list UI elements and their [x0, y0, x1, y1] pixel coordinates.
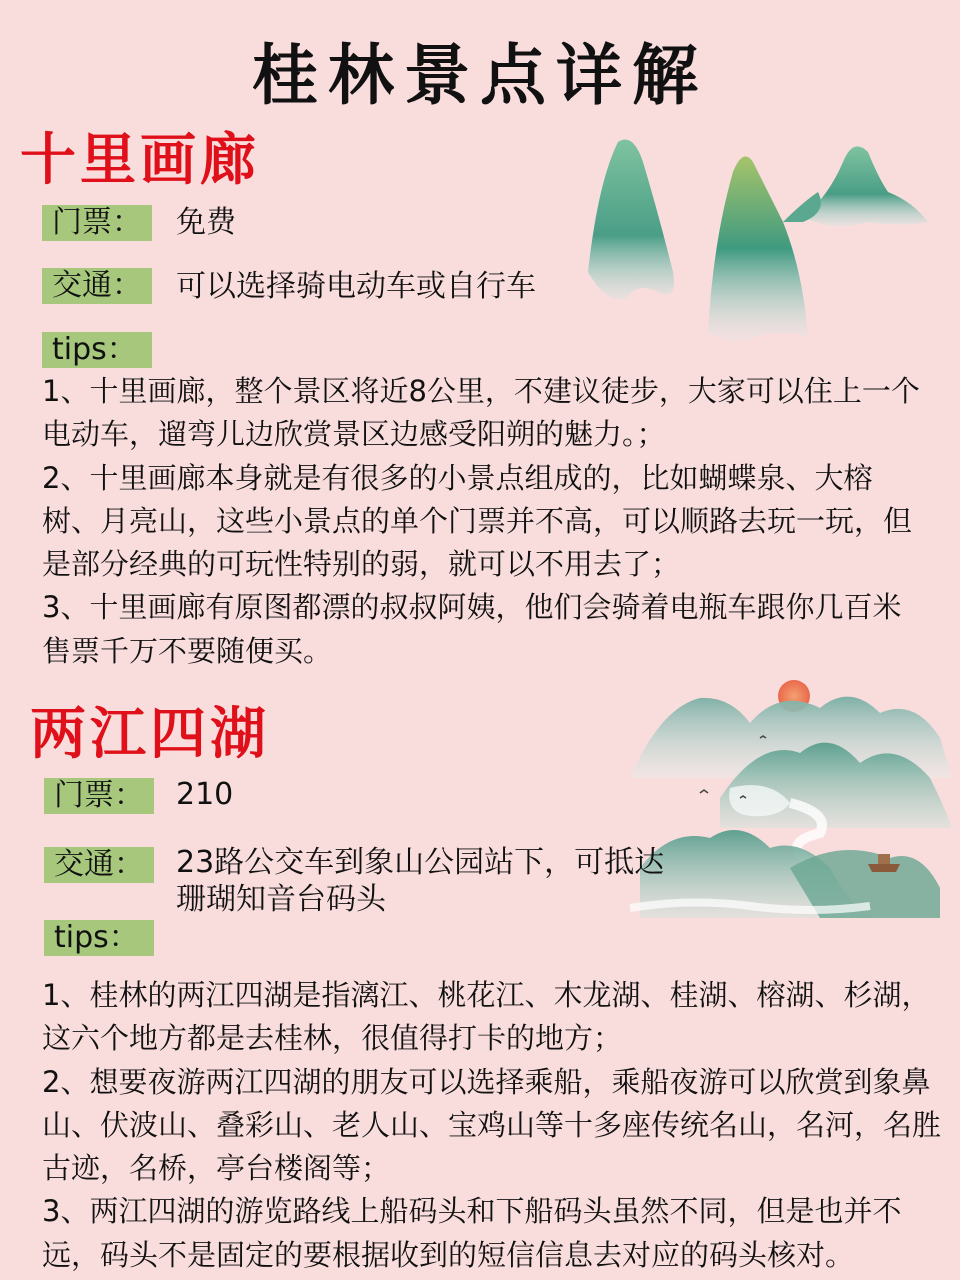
ticket-value: 210	[176, 777, 234, 812]
tip-item: 3、两江四湖的游览路线上船码头和下船码头虽然不同，但是也并不远，码头不是固定的要根据收到的短信信息去对应的码头核对。	[42, 1194, 902, 1272]
landscape-illustration-2	[630, 668, 952, 924]
section-title-liangjiang-sihu: 两江四湖	[30, 702, 270, 767]
ticket-label: 门票：	[42, 205, 152, 241]
transport-value-line2: 珊瑚知音台码头	[176, 882, 386, 917]
tip-item: 2、十里画廊本身就是有很多的小景点组成的，比如蝴蝶泉、大榕树、月亮山，这些小景点的单个门票并不高，可以顺路去玩一玩，但是部分经典的可玩性特别的弱，就可以不用去了；	[42, 460, 913, 582]
ticket-label: 门票：	[44, 778, 154, 814]
tips-list-2	[42, 974, 952, 1277]
section-title-shili-hualang: 十里画廊	[20, 128, 260, 193]
transport-label: 交通：	[44, 847, 154, 883]
mountain-illustration-1	[578, 122, 938, 344]
transport-value: 可以选择骑电动车或自行车	[176, 269, 536, 304]
page-title: 桂林景点详解	[252, 37, 708, 114]
tip-item: 1、十里画廊，整个景区将近8公里，不建议徒步，大家可以住上一个电动车，遛弯儿边欣赏景区边感受阳朔的魅力。；	[42, 374, 920, 452]
tip-item: 2、想要夜游两江四湖的朋友可以选择乘船，乘船夜游可以欣赏到象鼻山、伏波山、叠彩山、老人山、宝鸡山等十多座传统名山，名河，名胜古迹，名桥，亭台楼阁等；	[42, 1064, 942, 1186]
tips-list-1	[42, 370, 922, 673]
tip-item: 1、桂林的两江四湖是指漓江、桃花江、木龙湖、桂湖、榕湖、杉湖，这六个地方都是去桂林，很值得打卡的地方；	[42, 978, 931, 1056]
tips-label: tips：	[42, 332, 152, 368]
tips-label: tips：	[44, 920, 154, 956]
transport-label: 交通：	[42, 268, 152, 304]
transport-value-line1: 23路公交车到象山公园站下，可抵达	[176, 845, 665, 880]
tip-item: 3、十里画廊有原图都漂的叔叔阿姨，他们会骑着电瓶车跟你几百米售票千万不要随便买。	[42, 590, 902, 668]
ticket-value: 免费	[176, 205, 236, 240]
